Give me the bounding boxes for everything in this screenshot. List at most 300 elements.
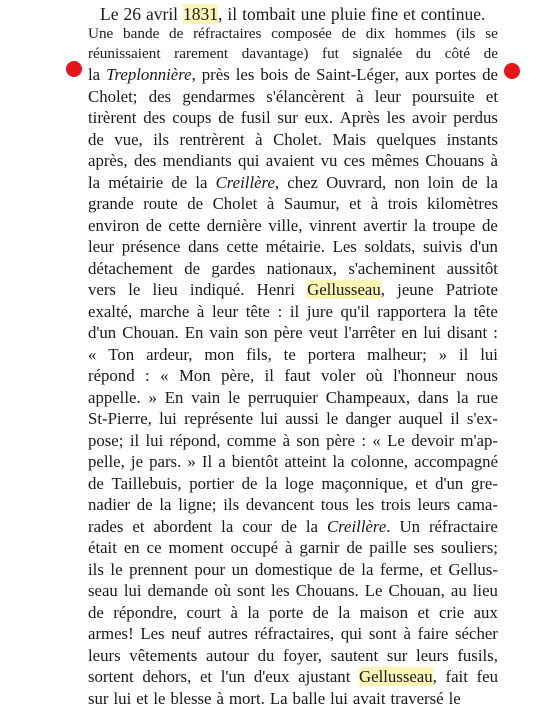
word: la	[195, 172, 207, 194]
word: loin	[428, 172, 454, 194]
word: il	[290, 301, 299, 323]
word: indiqué.	[190, 279, 245, 301]
text-line	[88, 537, 498, 559]
word: vinrent	[309, 215, 357, 237]
word: d'un	[470, 236, 498, 258]
word: tous	[321, 494, 349, 516]
word: paille	[369, 537, 406, 559]
word: court	[187, 602, 221, 624]
word: la	[306, 516, 318, 538]
word: Saint-Léger,	[316, 64, 399, 86]
word: rentrèrent	[180, 129, 245, 151]
text-line	[88, 129, 498, 151]
text-line	[88, 451, 498, 473]
word: qu'il	[341, 301, 370, 323]
word: et	[486, 86, 498, 108]
word: Chouans	[425, 150, 484, 172]
word: de	[169, 24, 183, 44]
word: garnir	[299, 537, 339, 559]
word: réfractaires,	[254, 623, 334, 645]
word: leurs	[88, 645, 121, 667]
word: le	[153, 689, 165, 708]
word: Ton	[108, 344, 134, 366]
word: leur	[88, 236, 114, 258]
word: et	[415, 473, 427, 495]
word: dehors,	[142, 666, 191, 688]
word: 1831,	[183, 4, 222, 24]
text-line	[88, 623, 498, 645]
word: trois	[381, 494, 411, 516]
word: à	[283, 430, 290, 452]
word: atteint	[284, 451, 326, 473]
word: de	[346, 537, 362, 559]
word: non	[394, 172, 419, 194]
word: nous	[466, 365, 498, 387]
word: En	[165, 387, 184, 409]
text-line	[88, 44, 498, 64]
word: il	[459, 344, 468, 366]
text-line	[88, 301, 498, 323]
word: répondre,	[113, 602, 177, 624]
word: Cholet;	[88, 86, 137, 108]
word: rue	[476, 387, 497, 409]
body-lines	[88, 64, 498, 709]
word: avait	[353, 689, 386, 708]
word: maçonnique,	[321, 473, 407, 495]
word: gre-	[471, 473, 498, 495]
word: pour	[194, 559, 225, 581]
word: Après	[340, 107, 380, 129]
word: auquel	[398, 408, 443, 430]
word: la	[361, 559, 373, 581]
word: ardeur,	[146, 344, 192, 366]
word: détachement	[88, 258, 173, 280]
word: signalée	[353, 44, 403, 64]
word: de	[187, 193, 203, 215]
word: moment	[169, 537, 224, 559]
word: répond,	[170, 430, 221, 452]
word: m'ap-	[460, 430, 498, 452]
word: traversé	[391, 689, 444, 708]
word: perruquier	[248, 387, 318, 409]
word: lui	[330, 689, 348, 708]
word: Mais	[332, 129, 366, 151]
word: de	[137, 494, 153, 516]
text-line	[88, 236, 498, 258]
word: la	[88, 64, 100, 86]
word: autour	[206, 645, 249, 667]
word: La	[270, 689, 288, 708]
word: leur	[375, 86, 401, 108]
word: Creillère.	[327, 516, 391, 538]
word: du	[258, 645, 275, 667]
word: à	[255, 129, 262, 151]
word: le	[110, 559, 122, 581]
word: la	[265, 473, 277, 495]
word: de	[88, 473, 104, 495]
word: vêtements	[129, 645, 197, 667]
word: »	[149, 387, 157, 409]
word: son	[296, 430, 319, 452]
red-marker-left	[66, 61, 82, 77]
text-line	[88, 387, 498, 409]
word: un	[232, 559, 249, 581]
word: mendiants	[163, 150, 232, 172]
word: il	[450, 408, 459, 430]
word: les	[271, 580, 290, 602]
word: coups	[172, 107, 211, 129]
word: au	[451, 580, 467, 602]
word: voler	[321, 365, 355, 387]
word: continue.	[421, 4, 486, 24]
word: souliers;	[441, 537, 498, 559]
word: une	[301, 4, 326, 24]
word: sécher	[455, 623, 498, 645]
highlighted-word: 1831	[183, 4, 218, 24]
text-line	[88, 322, 498, 344]
word: Champeaux,	[326, 387, 410, 409]
word: et	[349, 193, 361, 215]
word: côté	[445, 44, 470, 64]
word: veut	[309, 322, 338, 344]
text-line	[88, 279, 498, 301]
word: père	[326, 430, 355, 452]
word: était	[88, 537, 117, 559]
word: rarement	[174, 44, 228, 64]
word: père	[274, 322, 303, 344]
word: à	[217, 689, 224, 708]
word: kilomètres	[427, 193, 498, 215]
word: sur	[277, 107, 298, 129]
word: «	[160, 365, 168, 387]
word: nationaux,	[267, 258, 337, 280]
word: prennent	[129, 559, 188, 581]
word: leurs	[416, 645, 449, 667]
word: Gellusseau,	[359, 666, 437, 688]
word: en	[401, 322, 417, 344]
word: :	[145, 365, 150, 387]
word: la	[457, 387, 469, 409]
text-line	[88, 494, 498, 516]
word: sont	[237, 580, 265, 602]
word: chez	[287, 172, 318, 194]
word: tête	[474, 301, 498, 323]
word: balle	[293, 689, 326, 708]
word: trois	[388, 193, 418, 215]
word: jure	[307, 301, 333, 323]
word: vue,	[114, 129, 142, 151]
word: de	[294, 64, 310, 86]
word: devancent	[246, 494, 314, 516]
word: qui	[238, 150, 259, 172]
text-line	[88, 24, 498, 44]
word: vu	[321, 150, 338, 172]
word: disant	[447, 322, 487, 344]
word: gardes	[211, 258, 255, 280]
word: «	[88, 344, 96, 366]
word: de	[482, 215, 498, 237]
word: fut	[322, 44, 339, 64]
text-line	[88, 666, 498, 688]
word: les	[387, 107, 406, 129]
word: marche	[140, 301, 189, 323]
text-line	[88, 602, 498, 624]
word: pluie	[331, 4, 366, 24]
word: :	[278, 301, 283, 323]
word: :	[493, 322, 498, 344]
word: dans	[418, 387, 449, 409]
word: lui	[260, 408, 278, 430]
italic-word: Creillère	[216, 173, 275, 192]
word: blesse	[170, 689, 211, 708]
word: hommes	[395, 24, 446, 44]
word: pelle,	[88, 451, 125, 473]
word: colonne,	[351, 451, 408, 473]
word: En	[185, 322, 204, 344]
text-line	[88, 344, 498, 366]
word: te	[284, 344, 296, 366]
word: troupe	[433, 215, 476, 237]
word: vain	[210, 322, 239, 344]
word: cette	[168, 215, 200, 237]
word: et	[200, 666, 212, 688]
word: Un	[399, 516, 420, 538]
word: des	[143, 107, 165, 129]
word: en	[124, 537, 140, 559]
word: loge	[285, 473, 314, 495]
word: quelques	[377, 129, 437, 151]
word: d'eux	[254, 666, 290, 688]
word: à	[356, 86, 363, 108]
word: s'élancèrent	[266, 86, 345, 108]
word: »	[439, 344, 447, 366]
word: fusil	[241, 107, 271, 129]
word: la	[88, 172, 100, 194]
word: ils	[88, 559, 104, 581]
word: réfractaire	[429, 516, 498, 538]
word: «	[372, 430, 380, 452]
word: à	[197, 301, 204, 323]
word: mort.	[229, 689, 265, 708]
word: eux.	[305, 107, 333, 129]
text-line	[88, 86, 498, 108]
word: qui	[341, 623, 362, 645]
word: et	[136, 689, 148, 708]
word: seau	[88, 580, 118, 602]
word: s'acheminent	[348, 258, 435, 280]
word: avaient	[266, 150, 314, 172]
word: de	[242, 473, 258, 495]
word: dix	[366, 24, 385, 44]
word: exalté,	[88, 301, 132, 323]
word: le	[326, 408, 338, 430]
word: de	[218, 107, 234, 129]
word: je	[131, 451, 143, 473]
word: se	[485, 24, 498, 44]
word: de	[339, 559, 355, 581]
word: de	[184, 258, 200, 280]
word: leur	[212, 301, 238, 323]
word: rades	[88, 516, 123, 538]
word: représente	[184, 408, 253, 430]
word: d'un	[435, 473, 463, 495]
highlighted-word: Gellusseau	[359, 667, 433, 686]
word: lui	[114, 689, 132, 708]
word: Henri	[257, 279, 295, 301]
word: de	[313, 602, 329, 624]
word: poursuite	[412, 86, 474, 108]
word: après,	[88, 150, 128, 172]
word: abordent	[153, 516, 212, 538]
word: Patriote	[446, 279, 498, 301]
word: lieu	[153, 279, 178, 301]
word: grande	[88, 193, 134, 215]
text-line	[88, 430, 498, 452]
word: la	[247, 602, 259, 624]
word: faire	[418, 623, 449, 645]
word: l'honneur	[393, 365, 456, 387]
word: environ	[88, 215, 139, 237]
word: cour	[242, 516, 272, 538]
word: où	[214, 580, 231, 602]
word: à	[404, 623, 411, 645]
word: Le	[100, 4, 118, 24]
word: fusils,	[457, 645, 498, 667]
word: sortent	[88, 666, 134, 688]
word: sautent	[331, 645, 379, 667]
word: armes!	[88, 623, 134, 645]
word: lieu	[473, 580, 498, 602]
word: l'arrêter	[344, 322, 395, 344]
word: où	[366, 365, 383, 387]
word: de	[281, 516, 297, 538]
word: Cholet	[213, 193, 258, 215]
text-line	[88, 215, 498, 237]
word: à	[285, 537, 292, 559]
word: (ils	[456, 24, 475, 44]
word: autres	[208, 623, 248, 645]
word: composée	[271, 24, 332, 44]
text-line	[88, 107, 498, 129]
word: avertir	[363, 215, 407, 237]
text-line	[88, 0, 498, 24]
word: des	[134, 150, 156, 172]
word: malheur;	[367, 344, 427, 366]
word: »	[187, 451, 195, 473]
note-lines	[88, 24, 498, 64]
word: de	[482, 64, 498, 86]
word: les	[355, 494, 374, 516]
word: soldats,	[364, 236, 415, 258]
word: tête	[246, 301, 270, 323]
word: la	[221, 516, 233, 538]
word: le	[128, 279, 140, 301]
word: fait	[446, 666, 468, 688]
word: portera	[308, 344, 356, 366]
word: de	[88, 602, 104, 624]
word: a	[218, 451, 225, 473]
word: la	[454, 301, 466, 323]
text-line	[88, 64, 498, 86]
word: présence	[122, 236, 181, 258]
word: rapportera	[377, 301, 446, 323]
word: bientôt	[232, 451, 279, 473]
word: ajustant	[298, 666, 350, 688]
word: lui	[159, 408, 177, 430]
text-line	[88, 559, 498, 581]
word: la	[338, 602, 350, 624]
text-line	[88, 688, 498, 709]
word: d'un	[88, 322, 116, 344]
word: et	[403, 4, 416, 24]
word: vain	[191, 387, 220, 409]
word: Le	[365, 580, 383, 602]
word: porte	[269, 602, 303, 624]
word: Gellus-	[449, 559, 498, 581]
word: cette	[226, 236, 258, 258]
text-line	[88, 172, 498, 194]
red-marker-right	[504, 63, 520, 79]
word: Mon	[179, 365, 211, 387]
word: bois	[260, 64, 288, 86]
text-column	[88, 0, 498, 709]
text-line	[88, 365, 498, 387]
word: Gellusseau,	[307, 279, 385, 301]
text-line	[88, 150, 498, 172]
word: aux	[474, 602, 498, 624]
word: suivis	[423, 236, 462, 258]
word: crie	[439, 602, 464, 624]
word: près	[202, 64, 230, 86]
word: devoir	[411, 430, 454, 452]
word: pars.	[149, 451, 181, 473]
word: tirèrent	[88, 107, 136, 129]
word: lui	[124, 580, 142, 602]
word: avoir	[412, 107, 446, 129]
word: la	[333, 451, 345, 473]
text-line	[88, 258, 498, 280]
text-line	[88, 516, 498, 538]
word: mon	[204, 344, 234, 366]
text-line	[88, 580, 498, 602]
word: Treplonnière,	[106, 64, 196, 86]
word: Les	[333, 236, 357, 258]
word: de	[484, 44, 498, 64]
word: pose;	[88, 430, 123, 452]
word: vers	[88, 279, 116, 301]
word: fils,	[246, 344, 272, 366]
word: Le	[387, 430, 405, 452]
word: métairie	[108, 172, 163, 194]
word: route	[143, 193, 177, 215]
word: davantage)	[242, 44, 309, 64]
word: Les	[140, 623, 164, 645]
word: jeune	[397, 279, 433, 301]
word: l'un	[221, 666, 245, 688]
word: bande	[123, 24, 159, 44]
word: et	[132, 516, 144, 538]
word: réunissaient	[88, 44, 161, 64]
word: ils	[223, 494, 239, 516]
word: sur	[387, 645, 408, 667]
word: du	[416, 44, 431, 64]
word: à	[490, 150, 497, 172]
word: la	[159, 494, 171, 516]
word: ferme,	[380, 559, 423, 581]
word: les	[236, 64, 255, 86]
word: de	[171, 172, 187, 194]
word: de	[88, 129, 104, 151]
